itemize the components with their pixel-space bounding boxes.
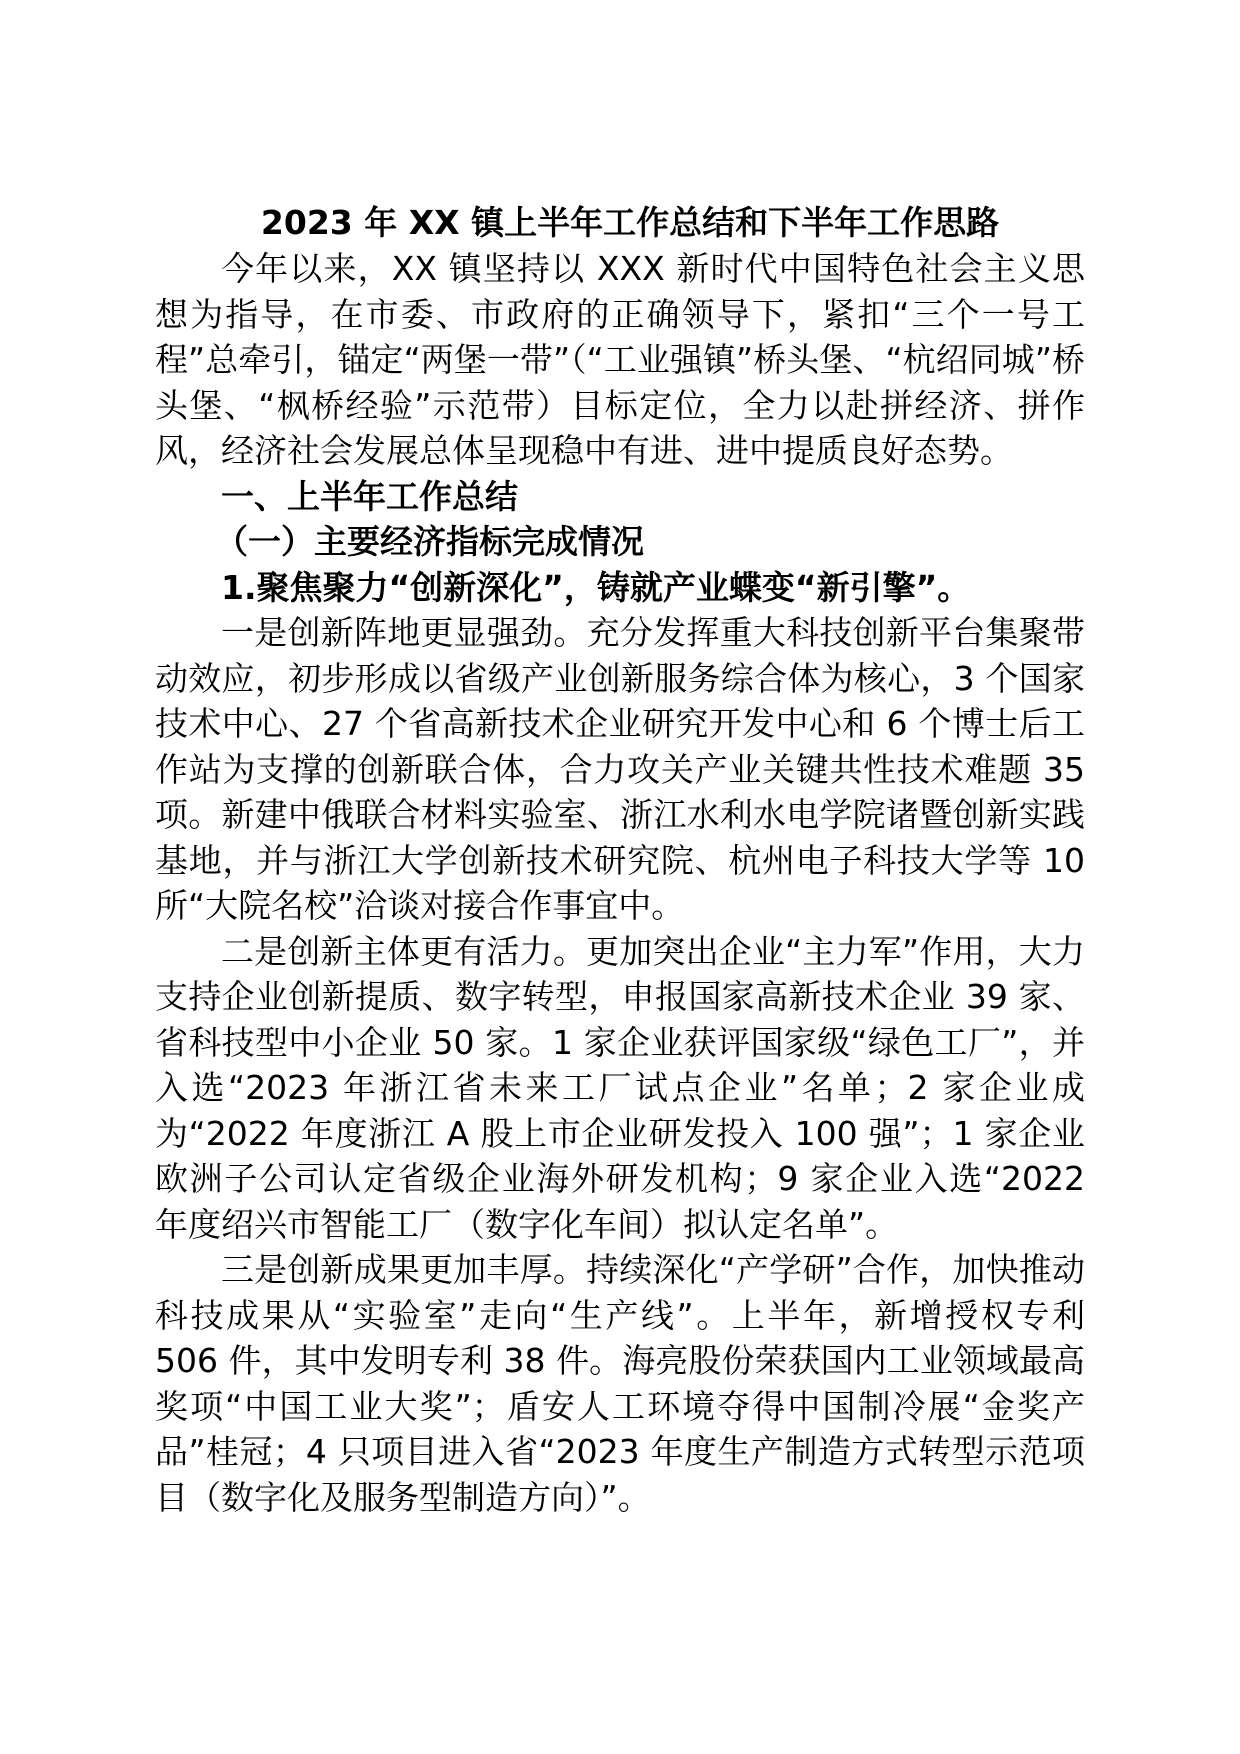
document-body [155, 200, 1085, 1520]
subsection-heading: （一）主要经济指标完成情况 [215, 522, 644, 561]
item-heading: 1.聚焦聚力“创新深化”，铸就产业蝶变“新引擎”。 [221, 567, 971, 607]
body-paragraph-1: 一是创新阵地更显强劲。充分发挥重大科技创新平台集聚带动效应，初步形成以省级产业创新服务综合体为核心，3 个国家技术中心、27 个省高新技术企业研究开发中心和 6 个博士后工作站为支撑的创新联合体，合力攻关产业关键共性技术难题 35 项。新建中俄联合材料实验室、浙江水利水电学院诸暨创新实践基地，并与浙江大学创新技术研究院、杭州电子科技大学等 10 所“大院名校”洽谈对接合作事宜中。 [155, 613, 1085, 925]
document-title: 2023 年 XX 镇上半年工作总结和下半年工作思路 [260, 203, 1000, 242]
intro-paragraph: 今年以来，XX 镇坚持以 XXX 新时代中国特色社会主义思想为指导，在市委、市政府的正确领导下，紧扣“三个一号工程”总牵引，锚定“两堡一带”（“工业强镇”桥头堡、“杭绍同城”桥头堡、“枫桥经验”示范带）目标定位，全力以赴拼经济、拼作风，经济社会发展总体呈现稳中有进、进中提质良好态势。 [155, 249, 1085, 470]
body-paragraph-2: 二是创新主体更有活力。更加突出企业“主力军”作用，大力支持企业创新提质、数字转型，申报国家高新技术企业 39 家、省科技型中小企业 50 家。1 家企业获评国家级“绿色工厂”，并入选“2023 年浙江省未来工厂试点企业”名单；2 家企业成为“2022 年度浙江 A 股上市企业研发投入 100 强”；1 家企业欧洲子公司认定省级企业海外研发机构；9 家企业入选“2022 年度绍兴市智能工厂（数字化车间）拟认定名单”。 [155, 931, 1085, 1244]
section-heading: 一、上半年工作总结 [221, 476, 518, 516]
body-paragraph-3: 三是创新成果更加丰厚。持续深化“产学研”合作，加快推动科技成果从“实验室”走向“生产线”。上半年，新增授权专利 506 件，其中发明专利 38 件。海亮股份荣获国内工业领域最高奖项“中国工业大奖”；盾安人工环境夺得中国制冷展“金奖产品”桂冠；4 只项目进入省“2023 年度生产制造方式转型示范项目（数字化及服务型制造方向）”。 [155, 1250, 1085, 1517]
